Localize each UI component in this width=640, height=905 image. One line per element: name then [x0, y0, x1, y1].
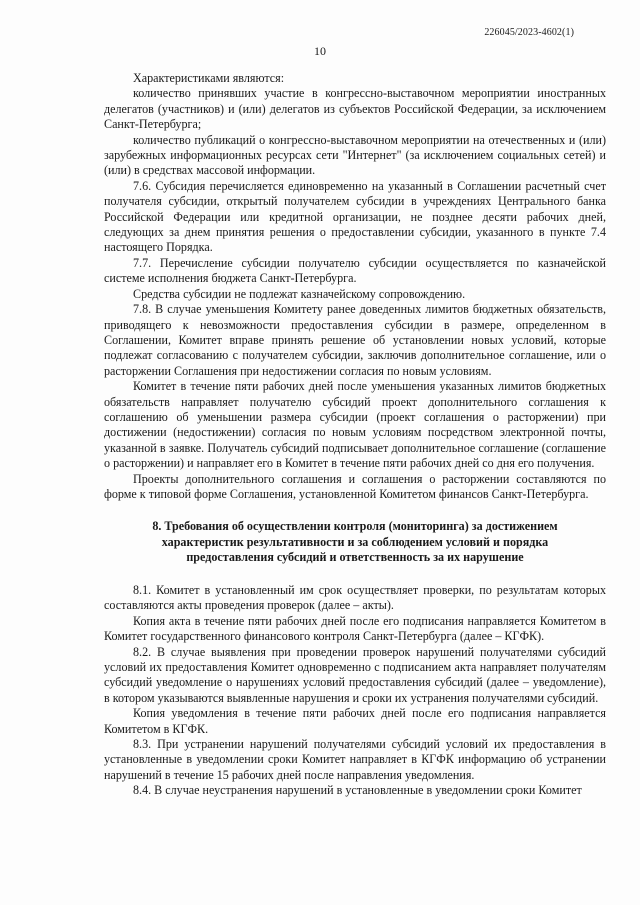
- paragraph-7-7: 7.7. Перечисление субсидии получателю субсидии осуществляется по казначейской системе исполнения бюджета Санкт-Петербурга.: [104, 255, 606, 286]
- document-registration-number: 226045/2023-4602(1): [484, 27, 574, 38]
- paragraph-7-8: 7.8. В случае уменьшения Комитету ранее доведенных лимитов бюджетных обязательств, приводящего к невозможности предоставления субсидии в размере, определенном в Соглашении, Комитет вправе принять решение об установлении новых условий, которые подлежат согласованию с получателем субсидии, заключив дополнительное соглашение, или о расторжении Соглашения при недостижении согласия по новым условиям.: [104, 302, 606, 378]
- paragraph-8-2: 8.2. В случае выявления при проведении проверок нарушений получателями субсидий условий их предоставления Комитет одновременно с подписанием акта направляет получателям субсидий уведомление о нарушениях условий предоставления субсидий (далее – уведомление), в котором указываются выявленные нарушения и сроки их устранения получателями субсидий.: [104, 644, 606, 705]
- paragraph-agreement-forms: Проекты дополнительного соглашения и соглашения о расторжении составляются по форме к типовой форме Соглашения, установленной Комитетом финансов Санкт-Петербурга.: [104, 471, 606, 501]
- section-heading-line: 8. Требования об осуществлении контроля (мониторинга) за достижением: [152, 519, 558, 534]
- paragraph-7-6: 7.6. Субсидия перечисляется единовременно на указанный в Соглашении расчетный счет получателя субсидии, открытый получателем субсидии в учреждениях Центрального банка Российской Федерации или кредитной организации, не позднее десяти рабочих дней, следующих за днем принятия решения о предоставлении субсидии, указанного в пункте 7.4 настоящего Порядка.: [104, 178, 606, 255]
- document-body: [104, 71, 606, 799]
- section-heading-line: предоставления субсидий и ответственность за их нарушение: [186, 549, 524, 564]
- paragraph-characteristics-intro: Характеристиками являются:: [133, 71, 285, 85]
- paragraph-publications-count: количество публикаций о конгрессно-выставочном мероприятии на отечественных и (или) зарубежных информационных ресурсах сети "Интернет" (за исключением социальных сетей) и (или) в средствах массовой информации.: [104, 132, 606, 178]
- paragraph-delegates-count: количество принявших участие в конгрессно-выставочном мероприятии иностранных делегатов (участников) и (или) делегатов из субъектов Российской Федерации, за исключением Санкт-Петербурга;: [104, 86, 606, 132]
- paragraph-8-3: 8.3. При устранении нарушений получателями субсидий условий их предоставления в установленные в уведомлении сроки Комитет направляет в КГФК информацию об устранении нарушений в течение 15 рабочих дней после направления уведомления.: [104, 737, 606, 782]
- paragraph-treasury-support: Средства субсидии не подлежат казначейскому сопровождению.: [133, 286, 466, 301]
- paragraph-8-1: 8.1. Комитет в установленный им срок осуществляет проверки, по результатам которых составляются акты проведения проверок (далее – акты).: [104, 582, 606, 613]
- paragraph-notice-copy: Копия уведомления в течение пяти рабочих дней после его подписания направляется Комитетом в КГФК.: [104, 706, 606, 736]
- paragraph-committee-notice: Комитет в течение пяти рабочих дней после уменьшения указанных лимитов бюджетных обязательств направляет получателю субсидий проект дополнительного соглашения к соглашению об уменьшении размера субсидии (проект соглашения о расторжении) при достижении (недостижении) согласия по новым условиям посредством электронной почты, указанной в заявке. Получатель субсидий подписывает дополнительное соглашение (соглашение о расторжении) и направляет его в Комитет в течение пяти рабочих дней со дня его получения.: [104, 379, 606, 471]
- page-number: 10: [314, 44, 326, 58]
- paragraph-act-copy: Копия акта в течение пяти рабочих дней после его подписания направляется Комитетом в Комитет государственного финансового контроля Санкт-Петербурга (далее – КГФК).: [104, 613, 606, 644]
- section-heading-line: характеристик результативности и за соблюдением условий и порядка: [161, 534, 549, 549]
- paragraph-8-4: 8.4. В случае неустранения нарушений в установленные в уведомлении сроки Комитет: [133, 783, 582, 798]
- section-8-heading: [104, 519, 606, 565]
